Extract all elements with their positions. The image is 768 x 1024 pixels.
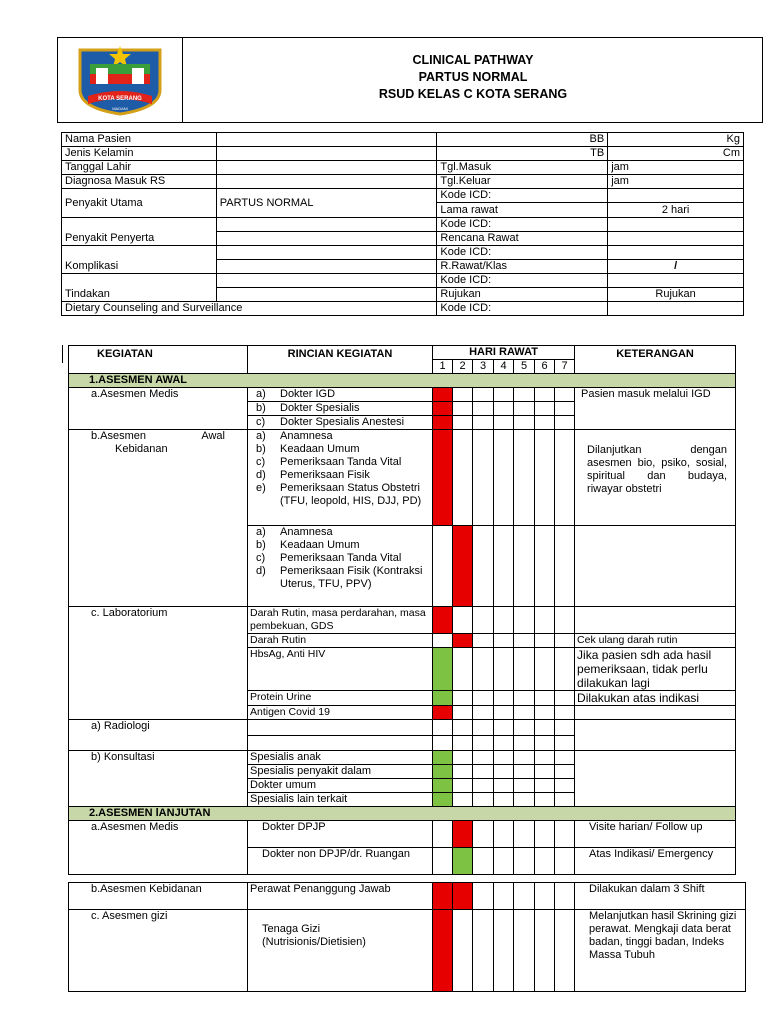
label-jenis-kelamin: Jenis Kelamin: [62, 147, 217, 161]
lab-ket-2: Cek ulang darah rutin: [575, 634, 736, 648]
marker: a): [256, 526, 266, 538]
field-komplikasi-2[interactable]: [216, 260, 437, 274]
label-nama-pasien: Nama Pasien: [62, 133, 217, 147]
cell-green[interactable]: [433, 648, 453, 691]
lab-item: HbsAg, Anti HIV: [248, 648, 433, 691]
kebidanan-label: b.Asesmen Kebidanan: [69, 883, 248, 910]
day-4: 4: [494, 360, 514, 374]
marker: c): [256, 416, 266, 428]
label-kode-icd-2: Kode ICD:: [437, 218, 608, 232]
label-penyakit-utama: Penyakit Utama: [62, 189, 217, 218]
am-item: [248, 416, 433, 430]
lab-item: Darah Rutin: [248, 634, 433, 648]
ak-label-2: Awal: [201, 430, 225, 442]
logo-cell: [58, 38, 183, 122]
day-3: 3: [473, 360, 494, 374]
ak-items-1: [248, 430, 433, 526]
field-penyakit-penyerta-1[interactable]: [216, 218, 437, 232]
field-kode-icd-4[interactable]: [608, 274, 744, 288]
label-rencana-rawat: Rencana Rawat: [437, 232, 608, 246]
ak-keterangan: Dilanjutkan dengan asesmen bio, psiko, sosial, spiritual dan budaya, riwayar obstetri: [575, 430, 736, 526]
cell-red[interactable]: [453, 634, 473, 648]
field-lama-rawat[interactable]: 2 hari: [608, 203, 744, 218]
cell-green[interactable]: [433, 751, 453, 765]
label-tgl-masuk: Tgl.Masuk: [437, 161, 608, 175]
label-kode-icd-3: Kode ICD:: [437, 246, 608, 260]
label-tgl-keluar: Tgl.Keluar: [437, 175, 608, 189]
cell-red[interactable]: [433, 883, 453, 910]
lab-item: Darah Rutin, masa perdarahan, masa pembekuan, GDS: [248, 607, 433, 634]
cell-green[interactable]: [433, 765, 453, 779]
field-tb[interactable]: Cm: [608, 147, 744, 161]
am-item: [248, 402, 433, 416]
gizi-item: Tenaga Gizi (Nutrisionis/Dietisien): [248, 910, 433, 992]
al-ket: Visite harian/ Follow up: [575, 821, 736, 848]
document-title: [182, 52, 764, 103]
cell-red[interactable]: [433, 607, 453, 634]
ak-item: Keadaan Umum: [280, 539, 360, 551]
kons-item: Dokter umum: [248, 779, 433, 793]
lab-label: c. Laboratorium: [69, 607, 248, 720]
lab-ket-4: Dilakukan atas indikasi: [575, 691, 736, 706]
ak-item: Pemeriksaan Fisik (Kontraksi Uterus, TFU, PPV): [280, 565, 423, 590]
label-kode-icd-4: Kode ICD:: [437, 274, 608, 288]
kons-item: Spesialis lain terkait: [248, 793, 433, 807]
title-line-3: RSUD KELAS C KOTA SERANG: [378, 87, 568, 101]
label-tb: TB: [437, 147, 608, 161]
asesmen-medis-label: a.Asesmen Medis: [69, 388, 248, 430]
cell-red[interactable]: [433, 706, 453, 720]
ak-items-2: [248, 526, 433, 607]
section-asesmen-lanjutan: 2.ASESMEN lANJUTAN: [69, 807, 736, 821]
konsultasi-label: b) Konsultasi: [69, 751, 248, 807]
kota-serang-logo: [58, 38, 182, 122]
marker: b): [256, 539, 266, 551]
lab-item: Antigen Covid 19: [248, 706, 433, 720]
label-tanggal-lahir: Tanggal Lahir: [62, 161, 217, 175]
marker: b): [256, 443, 266, 455]
am-item: [248, 388, 433, 402]
field-kode-icd-5[interactable]: [608, 302, 744, 316]
field-tindakan-2[interactable]: [216, 288, 437, 302]
lab-ket-3: Jika pasien sdh ada hasil pemeriksaan, tidak perlu dilakukan lagi: [575, 648, 736, 691]
gizi-ket: Melanjutkan hasil Skrining gizi perawat. Mengkaji data berat badan, tinggi badan, Indeks Massa Tubuh: [575, 910, 746, 992]
kebidanan-ket: Dilakukan dalam 3 Shift: [575, 883, 746, 910]
am-item-text: Dokter Spesialis: [280, 402, 360, 414]
am-item-text: Dokter Spesialis Anestesi: [280, 416, 405, 428]
ak-item: Pemeriksaan Fisik: [280, 469, 370, 481]
al-medis-label: a.Asesmen Medis: [69, 821, 248, 875]
ak-item: Pemeriksaan Status Obstetri (TFU, leopold, HIS, DJJ, PD): [280, 482, 422, 507]
col-hari-rawat: HARI RAWAT: [433, 346, 575, 360]
divider: [62, 345, 63, 363]
svg-text:KOTA SERANG: KOTA SERANG: [98, 96, 142, 102]
label-lama-rawat: Lama rawat: [437, 203, 608, 218]
label-dietary: Dietary Counseling and Surveillance: [62, 302, 437, 316]
label-kode-icd-1: Kode ICD:: [437, 189, 608, 203]
ak-item: Pemeriksaan Tanda Vital: [280, 552, 402, 564]
ak-item: Keadaan Umum: [280, 443, 360, 455]
kebidanan-item: Perawat Penanggung Jawab: [248, 883, 433, 910]
marker: c): [256, 456, 266, 468]
cell-red[interactable]: [453, 883, 473, 910]
field-kode-icd-1[interactable]: [608, 189, 744, 203]
label-komplikasi: Komplikasi: [62, 246, 217, 274]
row-jenis-kelamin: [62, 147, 744, 161]
row-tanggal-lahir: [62, 161, 744, 175]
field-jam-masuk[interactable]: jam: [608, 161, 744, 175]
cell-green[interactable]: [453, 848, 473, 875]
cell-red[interactable]: [433, 430, 453, 526]
day-1: 1: [433, 360, 453, 374]
col-keterangan: KETERANGAN: [575, 346, 736, 374]
field-rencana-rawat[interactable]: [608, 232, 744, 246]
title-line-1: CLINICAL PATHWAY: [412, 53, 534, 67]
col-kegiatan: KEGIATAN: [69, 346, 248, 374]
kons-item: Spesialis penyakit dalam: [248, 765, 433, 779]
label-r-rawat-klas: R.Rawat/Klas: [437, 260, 608, 274]
ak-label-3: Kebidanan: [115, 443, 168, 455]
title-line-2: PARTUS NORMAL: [418, 70, 528, 84]
pathway-table-cont: [68, 882, 746, 992]
label-diagnosa: Diagnosa Masuk RS: [62, 175, 217, 189]
ak-item: Anamnesa: [280, 430, 333, 442]
field-jenis-kelamin[interactable]: [216, 147, 437, 161]
cell-red[interactable]: [453, 821, 473, 848]
day-6: 6: [535, 360, 555, 374]
radiologi-label: a) Radiologi: [69, 720, 248, 751]
marker: b): [256, 402, 266, 414]
marker: a): [256, 430, 266, 442]
al-item: Dokter DPJP: [248, 821, 433, 848]
field-bb[interactable]: Kg: [608, 133, 744, 147]
cell-green[interactable]: [433, 779, 453, 793]
field-nama-pasien[interactable]: [216, 133, 437, 147]
label-tindakan: Tindakan: [62, 274, 217, 302]
marker: c): [256, 552, 266, 564]
kons-item: Spesialis anak: [248, 751, 433, 765]
am-item-text: Dokter IGD: [280, 388, 336, 400]
day-2: 2: [453, 360, 473, 374]
al-item: Dokter non DPJP/dr. Ruangan: [248, 848, 433, 875]
field-rujukan[interactable]: Rujukan: [608, 288, 744, 302]
ak-item: Anamnesa: [280, 526, 333, 538]
field-kode-icd-3[interactable]: [608, 246, 744, 260]
field-r-rawat-klas[interactable]: /: [608, 260, 744, 274]
cell-green[interactable]: [433, 691, 453, 706]
cell-red[interactable]: [433, 388, 453, 402]
marker: d): [256, 469, 266, 481]
field-tindakan-1[interactable]: [216, 274, 437, 288]
svg-text:MADANI: MADANI: [112, 106, 128, 111]
marker: e): [256, 482, 266, 494]
pathway-table: [68, 345, 736, 875]
field-kode-icd-2[interactable]: [608, 218, 744, 232]
marker: d): [256, 565, 266, 577]
cell-red[interactable]: [433, 402, 453, 416]
cell-green[interactable]: [433, 793, 453, 807]
cell-red[interactable]: [433, 416, 453, 430]
label-bb: BB: [437, 133, 608, 147]
day-5: 5: [514, 360, 535, 374]
row-nama-pasien: [62, 133, 744, 147]
al-ket: Atas Indikasi/ Emergency: [575, 848, 736, 875]
field-jam-keluar[interactable]: jam: [608, 175, 744, 189]
col-rincian: RINCIAN KEGIATAN: [248, 346, 433, 374]
gizi-label: c. Asesmen gizi: [69, 910, 248, 992]
marker: a): [256, 388, 266, 400]
patient-info-table: [61, 132, 744, 316]
ak-item: Pemeriksaan Tanda Vital: [280, 456, 402, 468]
asesmen-kebidanan-label: [69, 430, 248, 607]
section-asesmen-awal: 1.ASESMEN AWAL: [69, 374, 736, 388]
field-komplikasi-1[interactable]: [216, 246, 437, 260]
lab-item: Protein Urine: [248, 691, 433, 706]
field-diagnosa[interactable]: [216, 175, 437, 189]
row-diagnosa: [62, 175, 744, 189]
label-rujukan: Rujukan: [437, 288, 608, 302]
am-keterangan: Pasien masuk melalui IGD: [575, 388, 736, 430]
field-penyakit-penyerta-2[interactable]: [216, 232, 437, 246]
field-tanggal-lahir[interactable]: [216, 161, 437, 175]
cell-red[interactable]: [433, 910, 453, 992]
label-penyakit-penyerta: Penyakit Penyerta: [62, 218, 217, 246]
ak-label-1: b.Asesmen: [91, 430, 147, 442]
cell-red[interactable]: [453, 526, 473, 607]
field-penyakit-utama[interactable]: PARTUS NORMAL: [216, 189, 437, 218]
document-header: [57, 37, 763, 123]
day-7: 7: [555, 360, 575, 374]
label-kode-icd-5: Kode ICD:: [437, 302, 608, 316]
